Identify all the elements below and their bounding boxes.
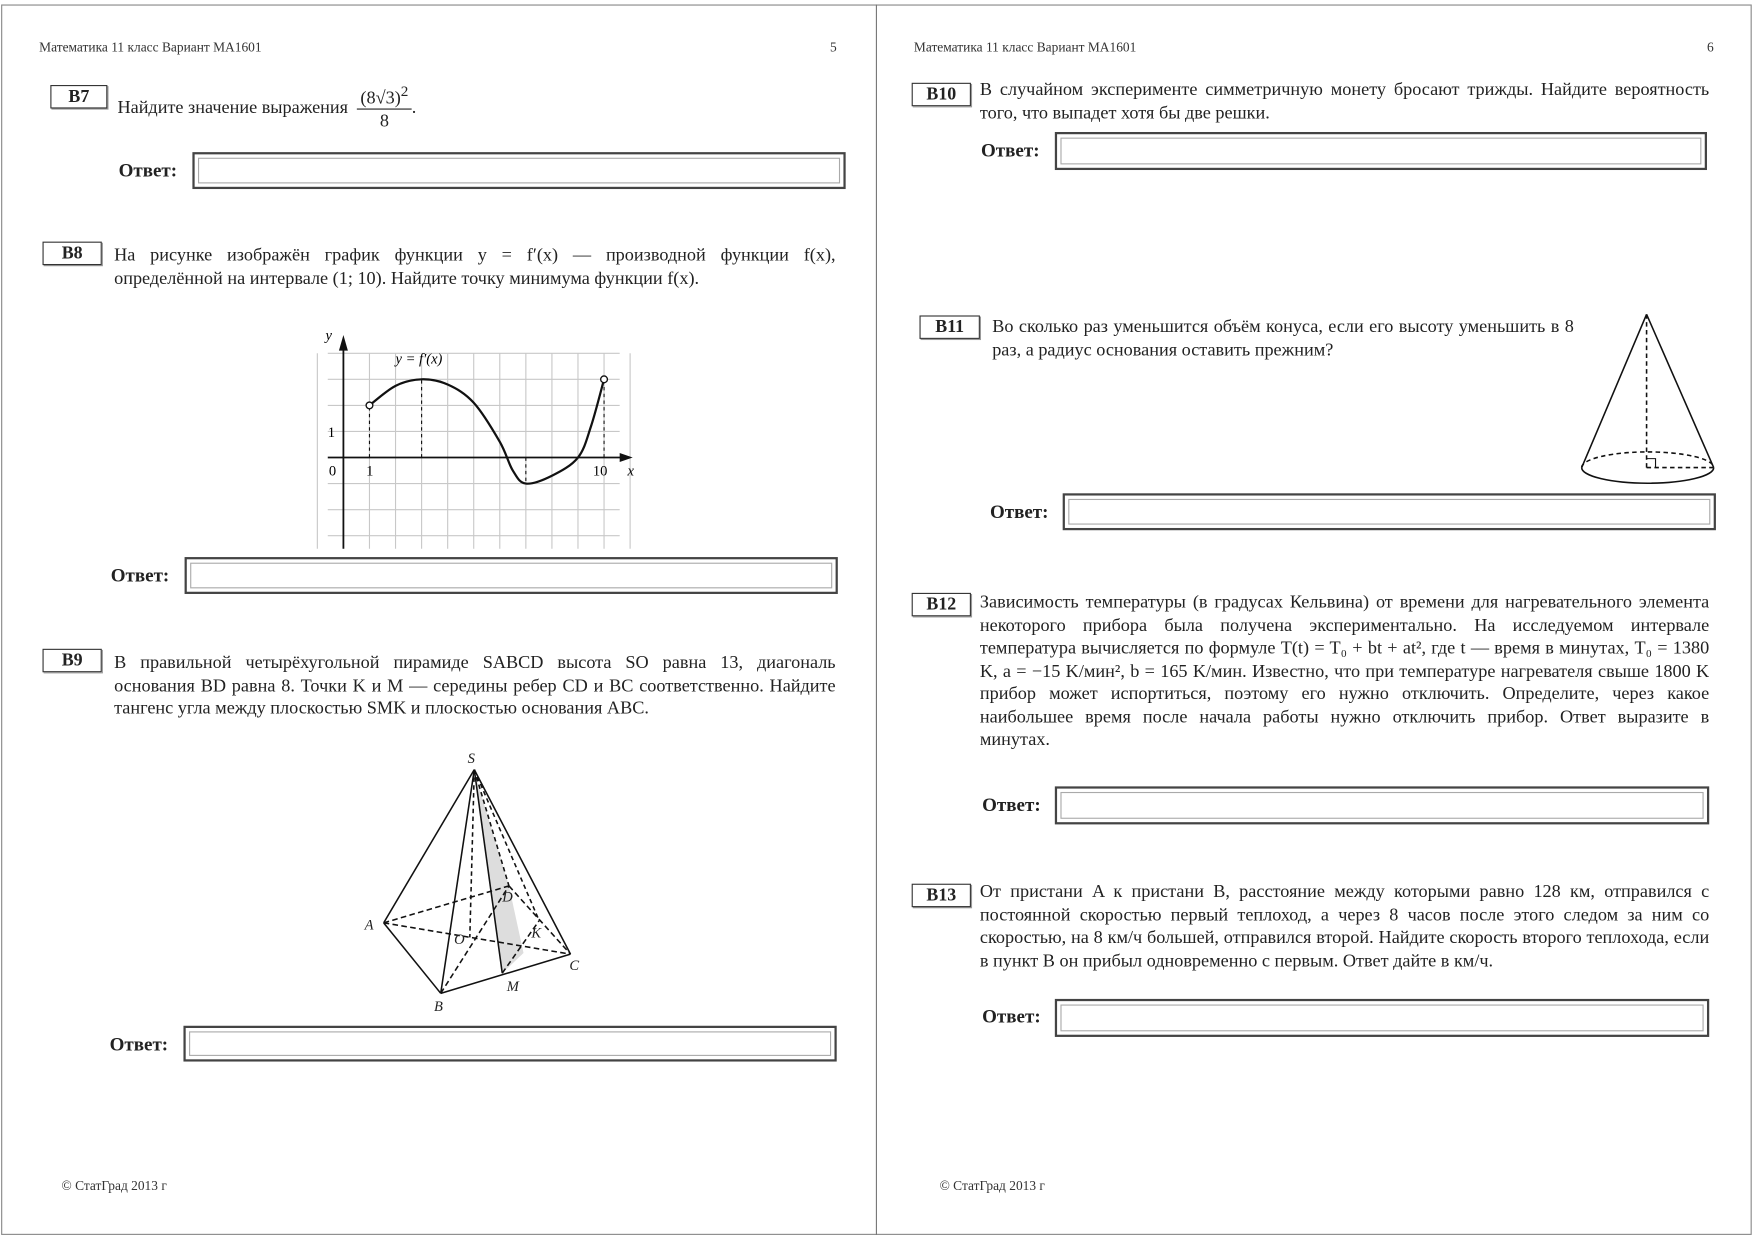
x-axis-arrow: [620, 453, 633, 462]
vertex-s: S: [467, 750, 475, 767]
left-header: Математика 11 класс Вариант МА1601: [39, 39, 262, 55]
b9-tag: B9: [43, 649, 102, 672]
b11-answer-field[interactable]: [1063, 493, 1716, 530]
b7-exponent: 2: [400, 82, 409, 100]
vertex-b: B: [434, 999, 443, 1016]
b7-denominator: 8: [379, 110, 389, 132]
open-endpoint: [366, 402, 373, 409]
b7-tail: .: [411, 96, 417, 118]
y-axis-arrow: [339, 335, 348, 351]
b9-answer-label: Ответ:: [109, 1033, 169, 1055]
b7-numerator: (8√3): [360, 86, 401, 108]
b10-answer-label: Ответ:: [981, 139, 1040, 162]
chart-endpoints: [366, 376, 607, 409]
b12-answer-field[interactable]: [1055, 786, 1709, 824]
b9-text: В правильной четырёхугольной пирамиде SABCD высота SO равна 13, диагональ основания BD равна 8. Точки K и M — середины ребер CD и BC соответственно. Найдите тангенс угла между плоскостью SMK и плоскостью основания ABC.: [114, 651, 836, 719]
curve-label: y = f′(x): [395, 351, 443, 368]
derivative-graph: [317, 328, 634, 549]
x-axis-label: x: [627, 463, 634, 480]
point-k: K: [531, 925, 542, 942]
vertex-d: D: [502, 889, 513, 906]
b13-answer-label: Ответ:: [982, 1005, 1041, 1027]
b10-text: В случайном эксперименте симметричную монету бросают трижды. Найдите вероятность того, что выпадет хотя бы две решки.: [979, 78, 1710, 123]
right-header: Математика 11 класс Вариант МА1601: [913, 39, 1137, 55]
b8-answer-label: Ответ:: [110, 564, 170, 587]
b7-answer-label: Ответ:: [118, 159, 178, 182]
b10-tag: B10: [912, 83, 971, 106]
b12-text: Зависимость температуры (в градусах Кельвина) от времени для нагревательного элемента некоторого прибора была получена экспериментально. На исследуемом интервале температура вычисляется по формуле T(t) = T₀ + bt + at², где t — время в минутах, T₀ = 1380 K, a = −15 K/мин², b = 165 K/мин. Известно, что при температуре нагревателя свыше 1800 K прибор может испортиться, поэтому его нужно отключить. Определите, через какое наибольшее время после начала работы нужно отключить прибор. Ответ выразите в минутах.: [979, 590, 1710, 750]
left-footer: © СтатГрад 2013 г: [61, 1177, 167, 1194]
left-page-number: 5: [830, 39, 837, 55]
y-axis-label: y: [325, 328, 332, 345]
b7-tag: B7: [50, 85, 107, 108]
b8-tag: B8: [43, 242, 102, 265]
open-endpoint: [601, 376, 608, 383]
b13-answer-field[interactable]: [1055, 999, 1709, 1037]
vertex-c: C: [569, 957, 580, 974]
origin-label: 0: [328, 463, 337, 480]
y-tick-1: 1: [327, 425, 336, 442]
b11-text: Во сколько раз уменьшится объём конуса, если его высоту уменьшить в 8 раз, а радиус основания оставить прежним?: [992, 315, 1574, 360]
b11-answer-label: Ответ:: [989, 501, 1049, 523]
vertex-a: A: [364, 917, 374, 934]
x-tick-1: 1: [366, 463, 374, 480]
right-page-number: 6: [1706, 39, 1714, 55]
b13-tag: B13: [912, 884, 971, 907]
b12-answer-label: Ответ:: [982, 794, 1041, 816]
x-tick-10: 10: [592, 463, 608, 480]
b12-tag: B12: [912, 593, 971, 616]
point-m: M: [506, 979, 519, 996]
pyramid-figure: [384, 770, 571, 994]
b7-text: Найдите значение выражения: [117, 96, 349, 118]
b10-answer-field[interactable]: [1055, 132, 1707, 170]
point-o: O: [454, 932, 465, 949]
b8-text: На рисунке изображён график функции y = f′(x) — производной функции f(x), определённой на интервале (1; 10). Найдите точку минимума функции f(x).: [114, 243, 836, 289]
b13-text: От пристани A к пристани B, расстояние между которыми равно 128 км, отправился с постоянной скоростью первый теплоход, а через 8 часов после этого следом за ним со скоростью, на 8 км/ч большей, отправился второй. Найдите скорость второго теплохода, если в пункт B он прибыл одновременно с первым. Ответ дайте в км/ч.: [979, 880, 1710, 971]
cone-figure: [1582, 314, 1714, 483]
right-footer: © СтатГрад 2013 г: [939, 1177, 1045, 1194]
b11-tag: B11: [919, 315, 979, 338]
